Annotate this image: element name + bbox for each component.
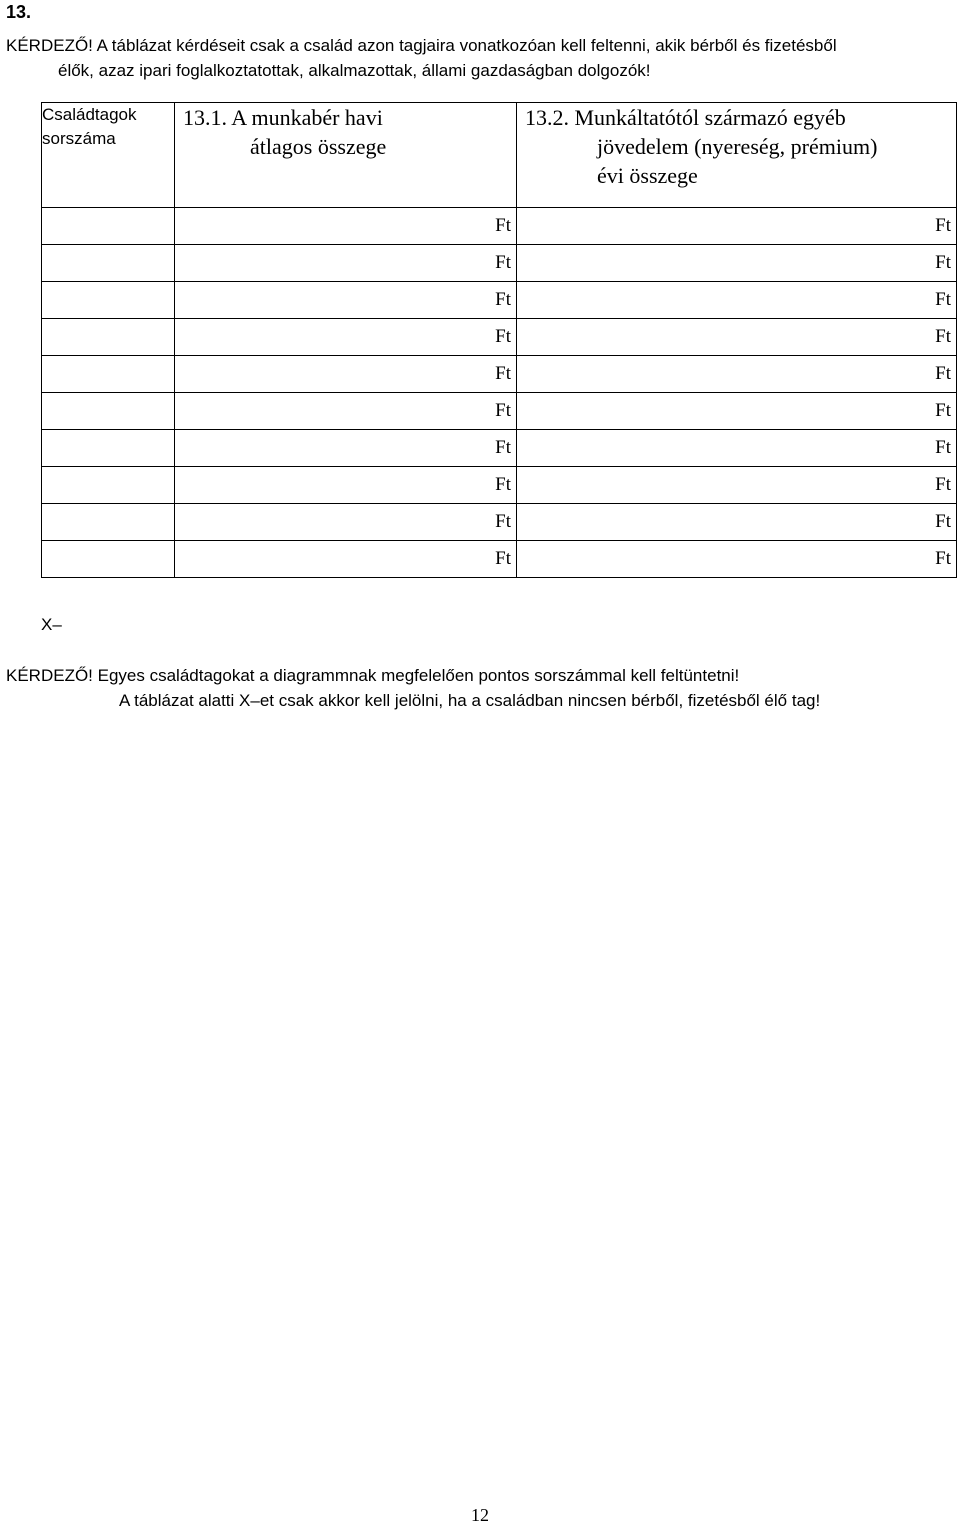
member-number-cell[interactable] [42, 504, 175, 541]
monthly-wage-cell[interactable]: Ft [175, 282, 517, 319]
other-income-cell[interactable]: Ft [517, 319, 957, 356]
header-13-1-line2: átlagos összege [250, 134, 387, 159]
member-number-cell[interactable] [42, 319, 175, 356]
header-13-2-line3: évi összege [597, 163, 698, 188]
header-members-line1: Családtagok [42, 105, 137, 124]
member-number-cell[interactable] [42, 356, 175, 393]
monthly-wage-cell[interactable]: Ft [175, 319, 517, 356]
monthly-wage-cell[interactable]: Ft [175, 208, 517, 245]
monthly-wage-cell[interactable]: Ft [175, 430, 517, 467]
member-number-cell[interactable] [42, 393, 175, 430]
table-row [42, 245, 957, 282]
header-monthly-wage [175, 103, 517, 208]
table-row [42, 319, 957, 356]
member-number-cell[interactable] [42, 245, 175, 282]
member-number-cell[interactable] [42, 208, 175, 245]
monthly-wage-cell[interactable]: Ft [175, 356, 517, 393]
other-income-cell[interactable]: Ft [517, 430, 957, 467]
table-row [42, 393, 957, 430]
table-row [42, 208, 957, 245]
page-number: 12 [471, 1505, 489, 1525]
monthly-wage-cell[interactable]: Ft [175, 245, 517, 282]
table-row [42, 282, 957, 319]
header-13-2-line1: 13.2. Munkáltatótól származó egyéb [525, 105, 846, 130]
instruction-bottom-line2: A táblázat alatti X–et csak akkor kell jelölni, ha a családban nincsen bérből, fizetésből élő tag! [119, 691, 821, 710]
income-table [41, 102, 957, 578]
monthly-wage-cell[interactable]: Ft [175, 467, 517, 504]
instruction-top-line1: KÉRDEZŐ! A táblázat kérdéseit csak a család azon tagjaira vonatkozóan kell feltenni, akik bérből és fizetésből [6, 36, 837, 55]
table-header-row [42, 103, 957, 208]
table-row [42, 467, 957, 504]
table-row [42, 356, 957, 393]
member-number-cell[interactable] [42, 541, 175, 578]
table-row [42, 504, 957, 541]
other-income-cell[interactable]: Ft [517, 467, 957, 504]
no-wage-earner-marker[interactable]: X– [41, 615, 62, 634]
interviewer-instruction-bottom [6, 663, 956, 713]
header-13-1-line1: 13.1. A munkabér havi [183, 105, 383, 130]
other-income-cell[interactable]: Ft [517, 208, 957, 245]
other-income-cell[interactable]: Ft [517, 282, 957, 319]
table-row [42, 430, 957, 467]
monthly-wage-cell[interactable]: Ft [175, 541, 517, 578]
member-number-cell[interactable] [42, 430, 175, 467]
header-members-line2: sorszáma [42, 129, 116, 148]
instruction-top-line2: élők, azaz ipari foglalkoztatottak, alkalmazottak, állami gazdaságban dolgozók! [58, 61, 651, 80]
monthly-wage-cell[interactable]: Ft [175, 393, 517, 430]
instruction-bottom-line1: KÉRDEZŐ! Egyes családtagokat a diagrammnak megfelelően pontos sorszámmal kell feltüntetni! [6, 666, 740, 685]
other-income-cell[interactable]: Ft [517, 393, 957, 430]
header-other-income [517, 103, 957, 208]
other-income-cell[interactable]: Ft [517, 356, 957, 393]
header-family-member-number [42, 103, 175, 208]
section-number: 13. [6, 2, 32, 22]
header-13-2-line2: jövedelem (nyereség, prémium) [597, 134, 878, 159]
monthly-wage-cell[interactable]: Ft [175, 504, 517, 541]
member-number-cell[interactable] [42, 282, 175, 319]
other-income-cell[interactable]: Ft [517, 541, 957, 578]
other-income-cell[interactable]: Ft [517, 245, 957, 282]
other-income-cell[interactable]: Ft [517, 504, 957, 541]
interviewer-instruction-top [6, 33, 956, 83]
member-number-cell[interactable] [42, 467, 175, 504]
table-row [42, 541, 957, 578]
